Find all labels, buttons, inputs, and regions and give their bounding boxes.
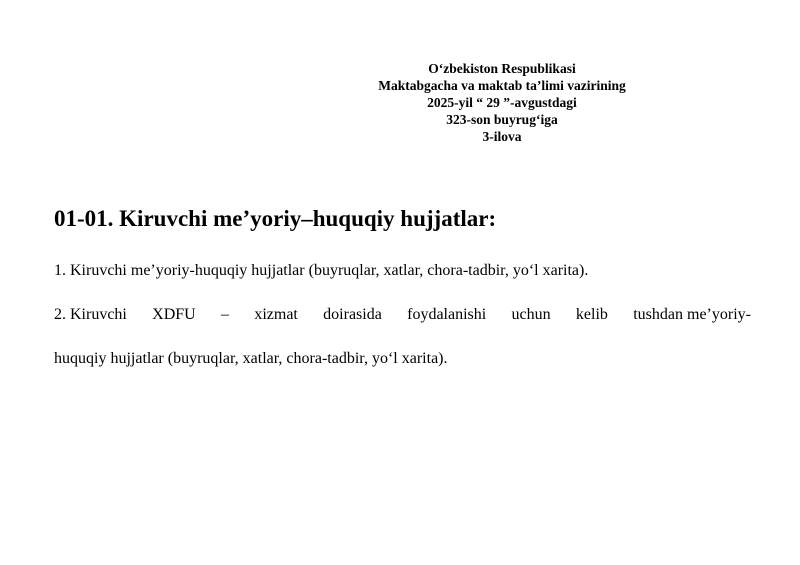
list-item-2-word: uchun	[511, 306, 551, 323]
header-line-date: 2025-yil “ 29 ”-avgustdagi	[427, 95, 577, 110]
list-item-2-word: kelib	[575, 306, 608, 323]
list-item-2-word: doirasida	[323, 306, 382, 323]
approval-header	[320, 60, 684, 145]
header-line-order: 323-son buyrug‘iga	[446, 112, 558, 127]
list-item-2-word: 2. Kiruvchi	[54, 306, 127, 323]
section-title: 01-01. Kiruvchi me’yoriy–huquqiy hujjatlar:	[54, 206, 497, 231]
list-item-2-word: XDFU	[152, 306, 196, 323]
header-line-ministry: Maktabgacha va maktab ta’limi vazirining	[378, 78, 626, 93]
list-item-1: 1. Kiruvchi me’yoriy-huquqiy hujjatlar (buyruqlar, xatlar, chora-tadbir, yo‘l xarita).	[54, 262, 589, 279]
list-item-2-line-1	[54, 305, 751, 325]
list-item-2-word: foydalanishi	[407, 306, 487, 323]
list-item-2-word: –	[221, 306, 230, 323]
list-item-2-line-2: huquqiy hujjatlar (buyruqlar, xatlar, chora-tadbir, yo‘l xarita).	[54, 350, 448, 367]
header-line-country: O‘zbekiston Respublikasi	[428, 61, 576, 76]
list-item-2-word: tushdan me’yoriy-	[633, 306, 751, 323]
header-line-appendix: 3-ilova	[482, 129, 522, 144]
list-item-2-word: xizmat	[254, 306, 298, 323]
